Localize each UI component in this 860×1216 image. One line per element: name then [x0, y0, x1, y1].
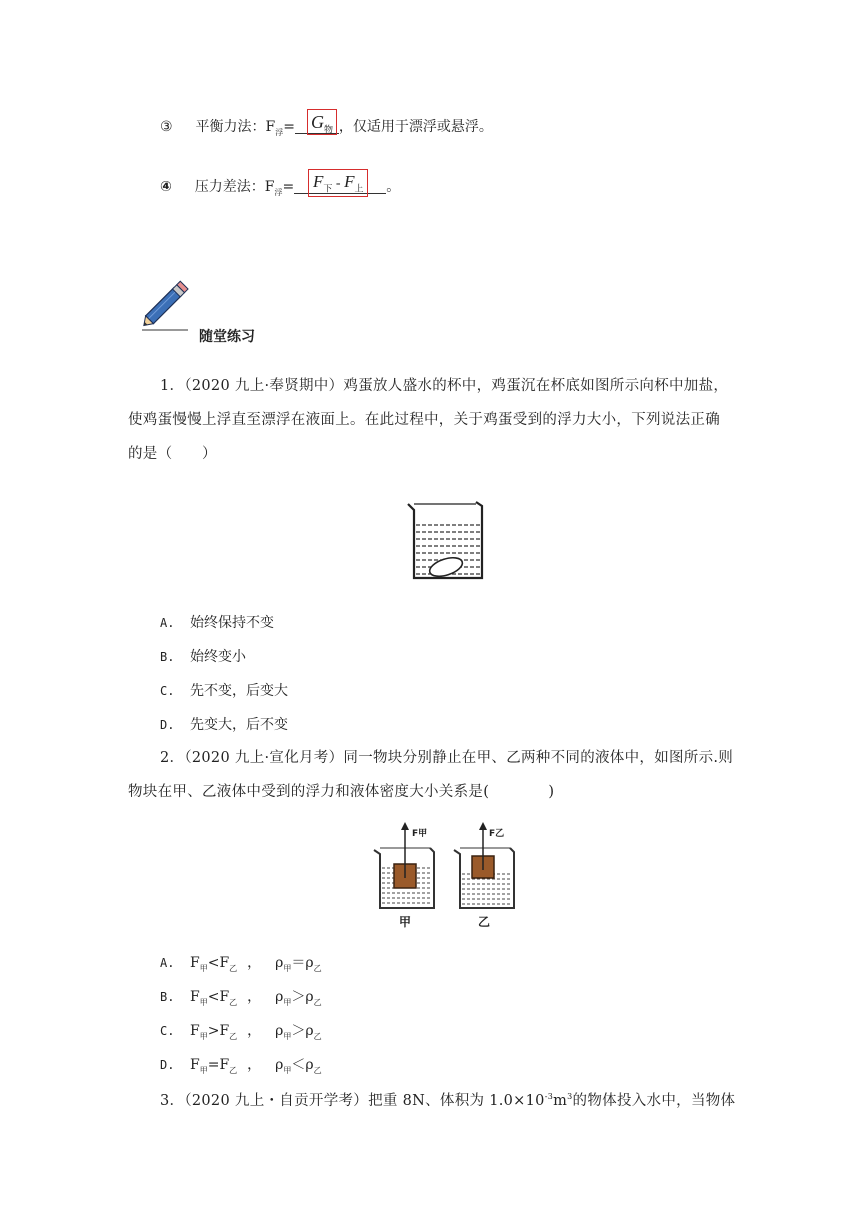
option-d[interactable]: D. 先变大，后不变 [160, 717, 288, 733]
answer-box-pressure-diff: $F_下 - F_上$ [308, 169, 368, 197]
formula-eq: = [282, 179, 295, 195]
question-number: 1． [160, 378, 185, 394]
label-jia: 甲 [399, 915, 412, 929]
option-c[interactable]: C. 先不变，后变大 [160, 683, 288, 699]
formula-sub: 浮 [275, 127, 284, 137]
formula-sub: 浮 [274, 187, 283, 197]
egg-shape [427, 554, 464, 580]
formula-label: 压力差法：F [194, 179, 275, 195]
formula-suffix: 。 [386, 179, 401, 195]
question-1-line-3: 的是（ ） [128, 446, 217, 462]
question-1-text: 1．（2020 九上·奉贤期中）鸡蛋放人盛水的杯中，鸡蛋沉在杯底如图所示向杯中加盐， [160, 378, 729, 394]
formula-marker: ④ [160, 179, 172, 195]
label-yi: 乙 [478, 915, 491, 929]
question-number: 3． [160, 1092, 185, 1109]
question-number: 2． [160, 750, 185, 766]
force-label-left: F甲 [412, 829, 428, 839]
formula-eq: = [283, 119, 295, 135]
question-2-line-2: 物块在甲、乙液体中受到的浮力和液体密度大小关系是( ) [128, 784, 555, 800]
section-title: 随堂练习 [199, 329, 255, 345]
beaker-egg-figure [404, 500, 488, 580]
option-a[interactable]: A. $F_甲<F_乙$ ， $\rho_甲=\rho_乙$ [160, 955, 322, 973]
pencil-icon [136, 280, 196, 332]
option-d[interactable]: D. $F_甲=F_乙$ ， $\rho_甲<\rho_乙$ [160, 1057, 322, 1075]
answer-box-gravity: $G_物$ [307, 109, 337, 135]
option-b[interactable]: B. $F_甲<F_乙$ ， $\rho_甲>\rho_乙$ [160, 989, 322, 1007]
option-a[interactable]: A. 始终保持不变 [160, 615, 274, 631]
two-beakers-figure [372, 820, 528, 932]
formula-label: 平衡力法：F [195, 119, 276, 135]
option-b[interactable]: B. 始终变小 [160, 649, 246, 665]
formula-suffix: ，仅适用于漂浮或悬浮。 [338, 119, 493, 135]
option-c[interactable]: C. $F_甲>F_乙$ ， $\rho_甲>\rho_乙$ [160, 1023, 322, 1041]
question-1-line-2: 使鸡蛋慢慢上浮直至漂浮在液面上。在此过程中，关于鸡蛋受到的浮力大小，下列说法正确 [128, 412, 720, 428]
force-label-right: F乙 [489, 829, 505, 839]
formula-marker: ③ [160, 119, 173, 135]
question-2-text: 2．（2020 九上·宣化月考）同一物块分别静止在甲、乙两种不同的液体中，如图所示.则 [160, 750, 734, 766]
question-3-text: 3．（2020 九上・自贡开学考）把重 8N、体积为 $1.0\times 10^{-3}m^3$的物体投入水中，当物体 [160, 1092, 736, 1109]
